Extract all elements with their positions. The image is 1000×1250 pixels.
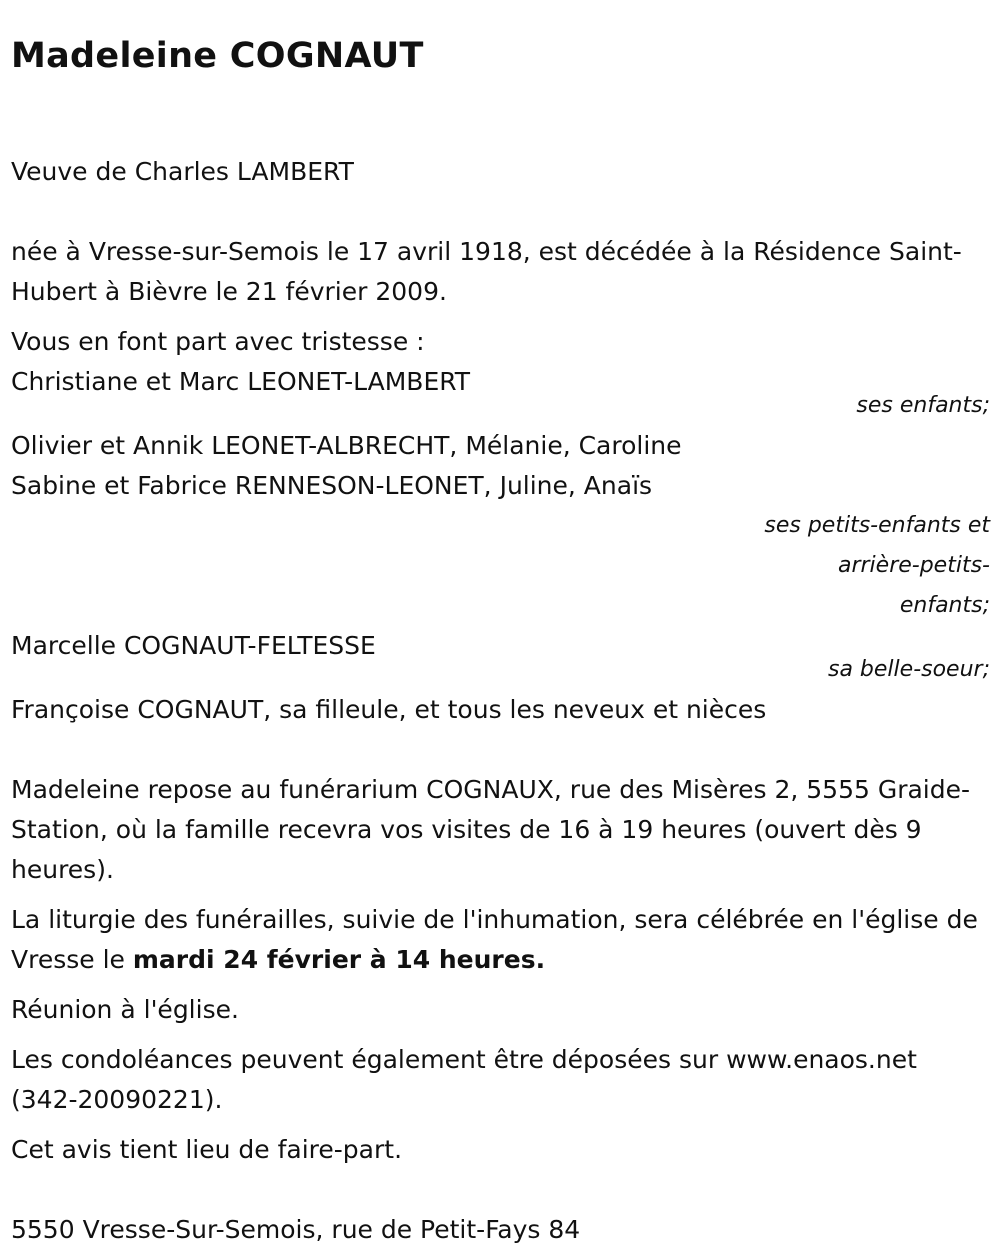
- funerarium-paragraph: Madeleine repose au funérarium COGNAUX, rue des Misères 2, 5555 Graide-Station, où la famille recevra vos visites de 16 à 19 heures (ouvert dès 9 heures).: [11, 775, 971, 884]
- widow-of-line: Veuve de Charles LAMBERT: [11, 157, 354, 186]
- sister-in-law-name: Marcelle COGNAUT-FELTESSE: [11, 631, 376, 660]
- sister-in-law-role: sa belle-soeur;: [828, 657, 990, 682]
- grandchildren-line-2: Sabine et Fabrice RENNESON-LEONET, Juline, Anaïs: [11, 471, 653, 500]
- notice-info-line: Cet avis tient lieu de faire-part.: [11, 1135, 403, 1164]
- children-names: Christiane et Marc LEONET-LAMBERT: [11, 367, 471, 396]
- grandchildren-role: ses petits-enfants et arrière-petits-enfants;: [764, 513, 990, 618]
- grandchildren-line-1: Olivier et Annik LEONET-ALBRECHT, Mélanie, Caroline: [11, 431, 682, 460]
- announce-intro: Vous en font part avec tristesse :: [11, 327, 425, 356]
- birth-death-paragraph: née à Vresse-sur-Semois le 17 avril 1918, est décédée à la Résidence Saint-Hubert à Bièvre le 21 février 2009.: [11, 237, 962, 306]
- children-role: ses enfants;: [856, 393, 990, 418]
- meeting-line: Réunion à l'église.: [11, 995, 239, 1024]
- liturgy-text: La liturgie des funérailles, suivie de l'inhumation, sera célébrée en l'église de Vresse le: [11, 905, 978, 974]
- family-address: 5550 Vresse-Sur-Semois, rue de Petit-Fays 84: [11, 1215, 581, 1244]
- condolences-paragraph: Les condoléances peuvent également être déposées sur www.enaos.net (342-20090221).: [11, 1045, 917, 1114]
- deceased-name: Madeleine COGNAUT: [11, 36, 424, 76]
- liturgy-date: mardi 24 février à 14 heures.: [132, 945, 546, 974]
- liturgy-paragraph: [11, 900, 990, 980]
- godchild-line: Françoise COGNAUT, sa filleule, et tous les neveux et nièces: [11, 695, 767, 724]
